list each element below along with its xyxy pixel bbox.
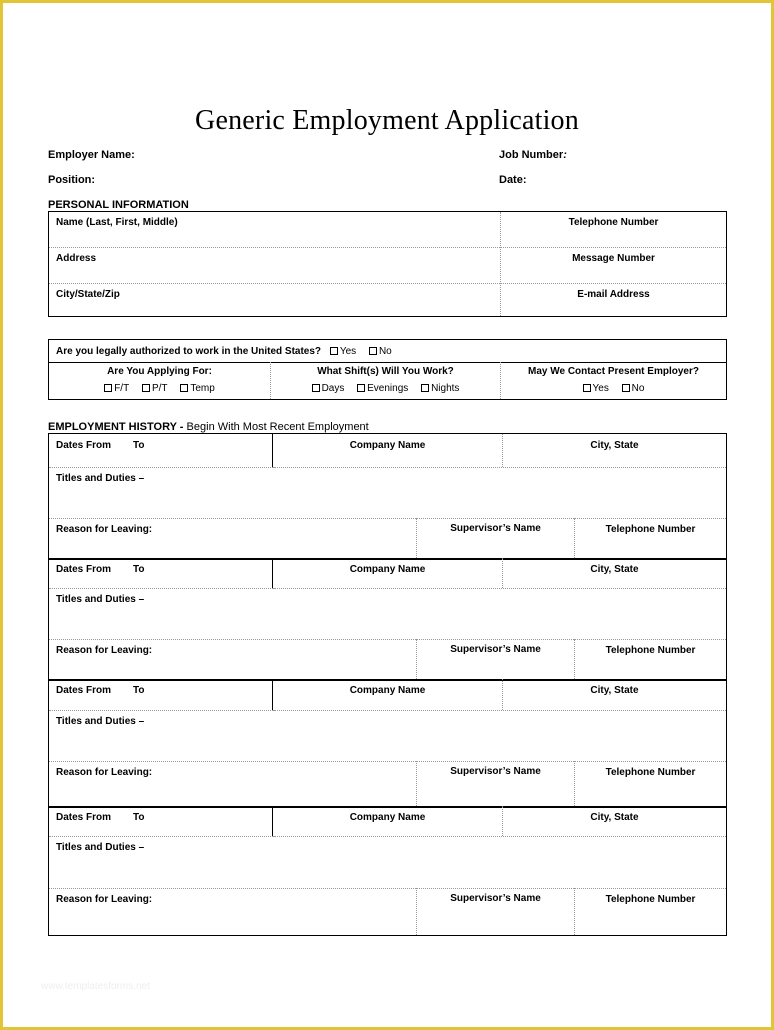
applying-question: Are You Applying For: [107,366,212,377]
authorized-no-option[interactable]: No [369,346,392,357]
job4-supervisor-label: Supervisor’s Name [450,893,541,904]
job1-telephone-label: Telephone Number [605,524,696,535]
telephone-field-label: Telephone Number [568,217,659,228]
job4-reason-leaving-label: Reason for Leaving: [56,894,153,905]
job1-to-label: To [133,440,145,451]
shift-days-checkbox[interactable] [312,384,320,392]
applying-pt-option[interactable]: P/T [142,383,168,394]
job2-to-label: To [133,564,145,575]
job3-reason-leaving-label: Reason for Leaving: [56,767,153,778]
authorized-yes-checkbox[interactable] [330,347,338,355]
employer-name-label: Employer Name: [48,149,135,161]
city-state-zip-label: City/State/Zip [56,289,120,300]
job4-company-label: Company Name [349,812,426,823]
employment-history-box [48,433,727,936]
job2-dates-from-label: Dates From [56,564,112,575]
job1-company-label: Company Name [349,440,426,451]
page-title: Generic Employment Application [195,105,579,136]
authorized-no-checkbox[interactable] [369,347,377,355]
job1-supervisor-label: Supervisor’s Name [450,523,541,534]
job2-city-state-label: City, State [590,564,639,575]
job2-company-label: Company Name [349,564,426,575]
contact-yes-option[interactable]: Yes [583,383,609,394]
address-field-label: Address [56,253,97,264]
job1-city-state-label: City, State [590,440,639,451]
contact-no-option[interactable]: No [622,383,645,394]
name-field-label: Name (Last, First, Middle) [56,217,178,228]
shift-options [271,383,500,394]
shift-nights-checkbox[interactable] [421,384,429,392]
applying-temp-checkbox[interactable] [180,384,188,392]
applying-ft-option[interactable]: F/T [104,383,129,394]
position-label: Position: [48,174,96,186]
message-field-label: Message Number [572,253,655,264]
job4-to-label: To [133,812,145,823]
job1-titles-duties-label: Titles and Duties – [56,473,145,484]
email-field-label: E-mail Address [577,289,650,300]
job2-supervisor-label: Supervisor’s Name [450,644,541,655]
authorized-question: Are you legally authorized to work in the United States? Yes No [56,346,392,357]
job3-to-label: To [133,685,145,696]
contact-question: May We Contact Present Employer? [528,366,699,377]
job2-telephone-label: Telephone Number [605,645,696,656]
job1-reason-leaving-label: Reason for Leaving: [56,524,153,535]
job2-reason-leaving-label: Reason for Leaving: [56,645,153,656]
job3-company-label: Company Name [349,685,426,696]
shift-evenings-checkbox[interactable] [357,384,365,392]
job-number-label: Job Number: [499,149,567,161]
job3-supervisor-label: Supervisor’s Name [450,766,541,777]
contact-options [501,383,726,394]
job3-titles-duties-label: Titles and Duties – [56,716,145,727]
applying-options [49,383,270,394]
watermark-text: www.templatesforms.net [41,981,150,992]
job3-telephone-label: Telephone Number [605,767,696,778]
shift-question: What Shift(s) Will You Work? [317,366,454,377]
work-eligibility-box [48,339,727,400]
job4-city-state-label: City, State [590,812,639,823]
contact-yes-checkbox[interactable] [583,384,591,392]
personal-info-box [48,211,727,317]
shift-days-option[interactable]: Days [312,383,345,394]
applying-pt-checkbox[interactable] [142,384,150,392]
shift-evenings-option[interactable]: Evenings [357,383,408,394]
applying-ft-checkbox[interactable] [104,384,112,392]
authorized-yes-option[interactable]: Yes [330,346,356,357]
job4-titles-duties-label: Titles and Duties – [56,842,145,853]
personal-section-title: PERSONAL INFORMATION [48,199,189,211]
date-label: Date: [499,174,527,186]
contact-no-checkbox[interactable] [622,384,630,392]
job3-dates-from-label: Dates From [56,685,112,696]
job1-dates-from-label: Dates From [56,440,112,451]
employment-history-title: EMPLOYMENT HISTORY - Begin With Most Recent Employment [48,421,369,433]
job4-dates-from-label: Dates From [56,812,112,823]
shift-nights-option[interactable]: Nights [421,383,459,394]
job3-city-state-label: City, State [590,685,639,696]
applying-temp-option[interactable]: Temp [180,383,214,394]
job2-titles-duties-label: Titles and Duties – [56,594,145,605]
job4-telephone-label: Telephone Number [605,894,696,905]
